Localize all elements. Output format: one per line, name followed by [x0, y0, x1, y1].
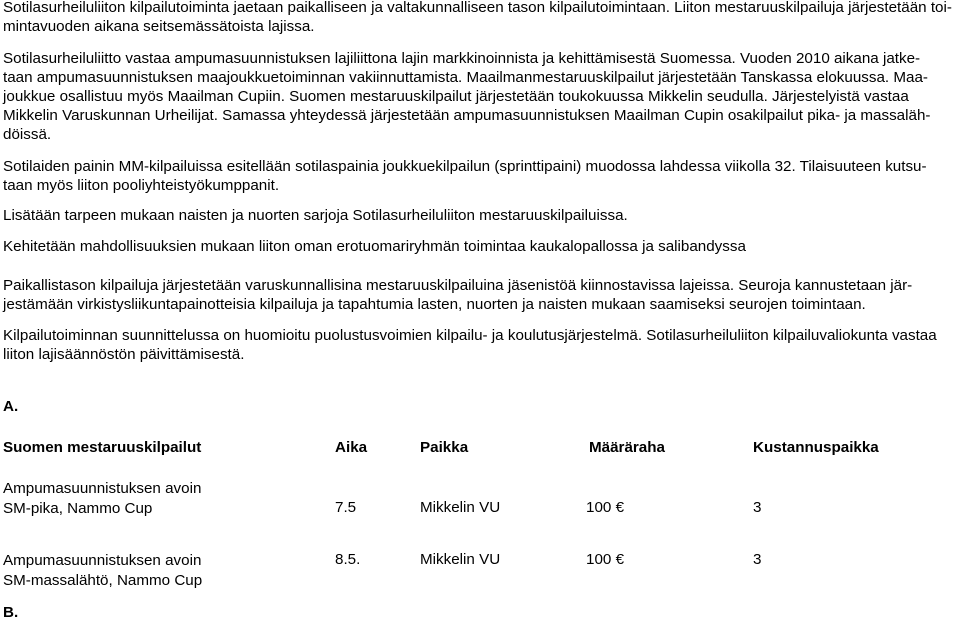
text-line: taan myös liiton pooliyhteistyökumppanit. — [3, 177, 280, 194]
budget-value: 100 — [586, 499, 612, 516]
table-row-place: Mikkelin VU — [420, 499, 501, 516]
table-row-event — [3, 479, 201, 519]
euro-symbol: € — [615, 551, 625, 568]
header-budget: Määräraha — [589, 439, 665, 456]
table-row-place: Mikkelin VU — [420, 551, 501, 568]
paragraph-local-competitions — [3, 276, 958, 314]
table-row-time: 7.5 — [335, 499, 357, 516]
header-cost-center: Kustannuspaikka — [753, 439, 879, 456]
text-line: döissä. — [3, 126, 52, 143]
text-line: Sotilasurheiluliitto vastaa ampumasuunnistuksen lajiliittona lajin markkinoinnista ja kehittämisestä Suomessa. Vuoden 2010 aikana jatke- — [3, 50, 921, 67]
table-row-budget — [586, 551, 628, 568]
euro-symbol: € — [615, 499, 625, 516]
table-row-event — [3, 551, 202, 591]
paragraph-wrestling — [3, 157, 958, 195]
section-a-heading: A. — [3, 398, 19, 415]
event-line: Ampumasuunnistuksen avoin — [3, 480, 202, 497]
text-line: Kehitetään mahdollisuuksien mukaan liiton oman erotuomariryhmän toimintaa kaukalopallossa ja salibandyssa — [3, 238, 746, 255]
section-b-heading: B. — [3, 604, 19, 621]
paragraph-planning — [3, 326, 958, 364]
budget-value: 100 — [586, 551, 612, 568]
text-line: joukkue osallistuu myös Maailman Cupiin. Suomen mestaruuskilpailut järjestetään toukokuussa Mikkelin seudulla. Järjestelyistä vastaa — [3, 88, 909, 105]
text-line: Sotilaiden painin MM-kilpailuissa esitellään sotilaspainia joukkuekilpailun (sprinttipaini) muodossa lahdessa viikolla 32. Tilaisuuteen kutsu- — [3, 158, 927, 175]
event-line: Ampumasuunnistuksen avoin — [3, 552, 202, 569]
header-place: Paikka — [420, 439, 469, 456]
text-line: Paikallistason kilpailuja järjestetään varuskunnallisina mestaruuskilpailuina jäsenistöä kiinnostavissa lajeissa. Seuroja kannustetaan jär- — [3, 277, 913, 294]
paragraph-referees — [3, 237, 958, 256]
paragraph-orienteering — [3, 49, 958, 144]
text-line: Mikkelin Varuskunnan Urheilijat. Samassa yhteydessä järjestetään ampumasuunnistuksen Maailman Cupin osakilpailut pika- ja massaläh- — [3, 107, 931, 124]
text-line: Lisätään tarpeen mukaan naisten ja nuorten sarjoja Sotilasurheiluliiton mestaruuskilpailuissa. — [3, 207, 628, 224]
header-event: Suomen mestaruuskilpailut — [3, 439, 202, 456]
table-row-cost-center: 3 — [753, 551, 762, 568]
text-line: liiton lajisäännöstön päivittämisestä. — [3, 346, 245, 363]
paragraph-women-youth — [3, 206, 958, 225]
table-row-time: 8.5. — [335, 551, 361, 568]
event-line: SM-pika, Nammo Cup — [3, 500, 153, 517]
table-row-budget — [586, 499, 628, 516]
table-row-cost-center: 3 — [753, 499, 762, 516]
paragraph-intro — [3, 0, 958, 36]
text-line: jestämään virkistysliikuntapainotteisia kilpailuja ja tapahtumia lasten, nuorten ja naisten mukaan saamiseksi seurojen toimintaan. — [3, 296, 866, 313]
text-line: Kilpailutoiminnan suunnittelussa on huomioitu puolustusvoimien kilpailu- ja koulutusjärjestelmä. Sotilasurheiluliiton kilpailuvaliokunta vastaa — [3, 327, 937, 344]
text-line: mintavuoden aikana seitsemässätoista lajissa. — [3, 18, 315, 35]
event-line: SM-massalähtö, Nammo Cup — [3, 572, 203, 589]
header-time: Aika — [335, 439, 368, 456]
text-line: Sotilasurheiluliiton kilpailutoiminta jaetaan paikalliseen ja valtakunnalliseen tason kilpailutoimintaan. Liiton mestaruuskilpailuja järjestetään toi- — [3, 0, 952, 16]
text-line: taan ampumasuunnistuksen maajoukkuetoiminnan vakiinnuttamista. Maailmanmestaruuskilpailut järjestetään Tanskassa elokuussa. Maa- — [3, 69, 928, 86]
